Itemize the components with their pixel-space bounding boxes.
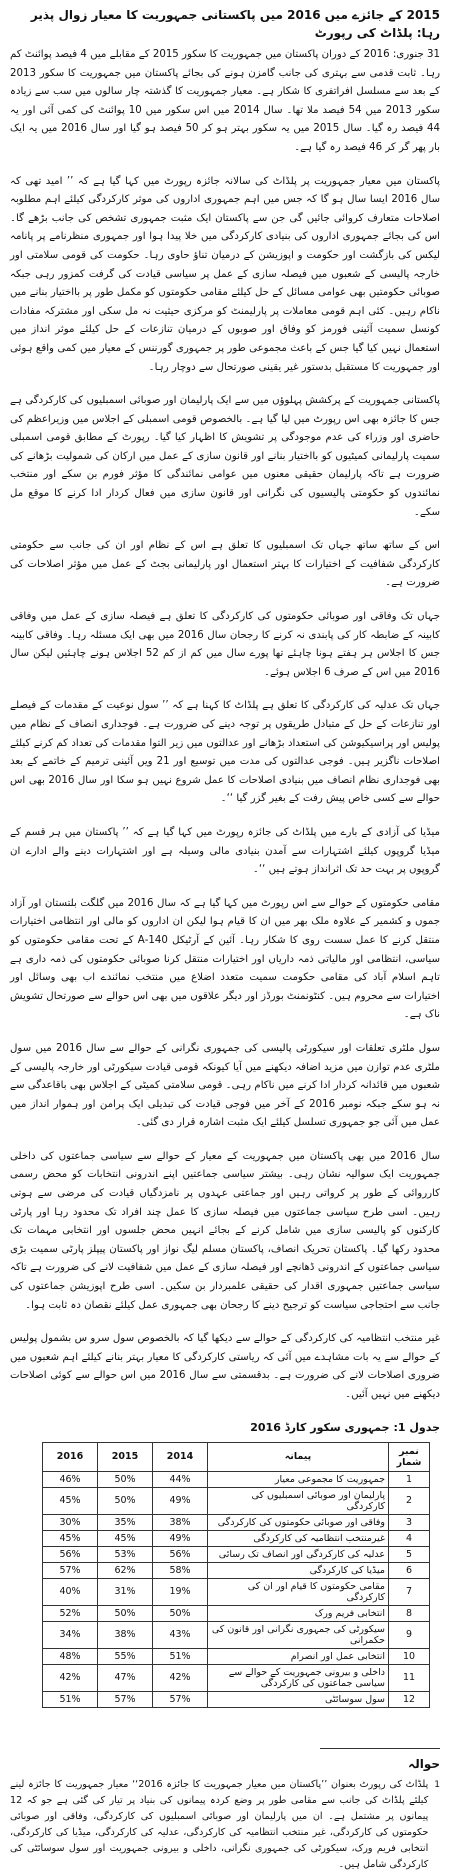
row-score-2015: 55%: [98, 1648, 153, 1664]
header-2016: 2016: [43, 1442, 98, 1471]
table-row: [43, 1487, 430, 1514]
row-score-2016: 45%: [43, 1530, 98, 1546]
row-number: 2: [389, 1487, 430, 1514]
row-criterion: سیکورٹی کی جمہوری نگرانی اور قانون کی حکمرانی: [208, 1621, 389, 1648]
row-criterion: غیرمنتخب انتظامیہ کی کارکردگی: [208, 1530, 389, 1546]
table-row: [43, 1471, 430, 1487]
paragraph-administration: غیر منتخب انتظامیہ کی کارکردگی کے حوالے سے دیکھا گیا کہ بالخصوص سول سرو س بشمول پولیس کے حوالے سے یہ بات مشاہدے میں آئی کہ ریاستی کارکردگی کا معیار بہتر بنانے کیلئے اہم شعبوں میں ضروری اصلاحات لانے کی ضرورت ہے۔ بدقسمتی سے سال 2016 میں اس حوالے سے کوئی اصلاحات دیکھنے میں نہیں آئیں۔: [10, 1333, 440, 1400]
row-number: 4: [389, 1530, 430, 1546]
row-number: 5: [389, 1546, 430, 1562]
paragraph-civil-military: سول ملٹری تعلقات اور سیکورٹی پالیسی کی جمہوری نگرانی کے حوالے سے سال 2016 میں سول ملٹری عدم توازن میں مزید اضافہ دیکھنے میں آیا کیونکہ قومی قیادت سیکورٹی اور خارجہ پالیسی کے شعبوں میں قائدانہ کردار ادا کرنے میں ناکام رہی۔ قومی سلامتی کمیٹی کے اجلاس بھی باقاعدگی سے نہ ہو سکے جبکہ نومبر 2016 کے آخر میں فوجی قیادت کی تبدیلی ایک پرامن اور ہموار انداز میں عمل میں آئی جو جمہوری تسلسل کیلئے ایک مثبت اشارہ قرار دی گئی۔: [10, 1042, 440, 1129]
row-criterion: انتخابی فریم ورک: [208, 1605, 389, 1621]
row-score-2015: 50%: [98, 1487, 153, 1514]
table-row: [43, 1546, 430, 1562]
row-score-2014: 43%: [153, 1621, 208, 1648]
row-number: 8: [389, 1605, 430, 1621]
row-score-2015: 53%: [98, 1546, 153, 1562]
row-score-2015: 57%: [98, 1691, 153, 1707]
table-row: [43, 1664, 430, 1691]
table-row: [43, 1691, 430, 1707]
row-criterion: جمہوریت کا مجموعی معیار: [208, 1471, 389, 1487]
table-row: [43, 1605, 430, 1621]
row-number: 11: [389, 1664, 430, 1691]
table-row: [43, 1578, 430, 1605]
table-row: [43, 1648, 430, 1664]
row-score-2014: 56%: [153, 1546, 208, 1562]
row-criterion: وفاقی اور صوبائی حکومتوں کی کارکردگی: [208, 1514, 389, 1530]
row-score-2015: 50%: [98, 1471, 153, 1487]
row-score-2016: 30%: [43, 1514, 98, 1530]
reference-heading: حوالہ: [408, 1756, 440, 1771]
row-score-2015: 47%: [98, 1664, 153, 1691]
row-score-2014: 57%: [153, 1691, 208, 1707]
row-number: 1: [389, 1471, 430, 1487]
table-header-row: [43, 1442, 430, 1471]
table-caption: جدول 1: جمہوری سکور کارڈ 2016: [250, 1420, 440, 1434]
row-score-2016: 34%: [43, 1621, 98, 1648]
row-score-2014: 49%: [153, 1530, 208, 1546]
row-score-2014: 51%: [153, 1648, 208, 1664]
paragraph-report-summary: پاکستان میں معیار جمہوریت پر پلڈاٹ کی سالانہ جائزہ رپورٹ میں کہا گیا ہے کہ ’’ امید تھی کہ سال 2016 ایسا سال ہو گا کہ جس میں اہم جمہوری اداروں کی موثر کارکردگی کیلئے اہم مطلوبہ اصلاحات متعارف کروائی جائیں گی جن سے پاکستان ایک مثبت جمہوری تشخص کی جانب بڑھے گا۔ اس کی بجائے جمہوری اداروں کی بنیادی کارکردگی میں خلا پیدا ہوا اور جمہوری منظرنامے پر پانامہ لیکس کی بازگشت اور حکومت و اپوزیشن کے درمیان تناؤ حاوی رہا۔ حکومت کی قومی سلامتی اور خارجہ پالیسی کے شعبوں میں فیصلہ سازی کے عمل پر سیاسی قیادت کی گرفت کمزور رہی جبکہ صوبائی حکومتیں بھی عوامی مسائل کے حل کیلئے مقامی حکومتوں کو مکمل طور پر بااختیار بنانے میں ناکام رہیں۔ کئی اہم قومی معاملات پر پارلیمنٹ کو مرکزی حیثیت نہ مل سکی اور مشترکہ مفادات کونسل سمیت آئینی فورمز کو وفاق اور صوبوں کے درمیان تنازعات کے حل کیلئے موثر انداز میں استعمال نہیں کیا گیا جس کے باعث مجموعی طور پر جمہوری گورننس کے معیار میں کمی واقع ہوئی اور جمہوریت کا مستقبل بدستور غیر یقینی صورتحال سے دوچار رہا۔: [10, 175, 440, 373]
paragraph-local-government: مقامی حکومتوں کے حوالے سے اس رپورٹ میں کہا گیا ہے کہ سال 2016 میں گلگت بلتستان اور آزاد جموں و کشمیر کے علاوہ ملک بھر میں ان کا قیام ہوا لیکن ان اداروں کو مالی اور انتظامی اختیارات منتقل کرنے کا عمل سست روی کا شکار رہا۔ آئین کے آرٹیکل 140-A کے تحت مقامی حکومتوں کو سیاسی، انتظامی اور مالیاتی ذمہ داریاں اور اختیارات منتقل کرنا صوبائی حکومتوں کی ذمہ داری ہے تاہم اسلام آباد کی مقامی حکومت سمیت متعدد اضلاع میں منتخب نمائندے اب بھی وسائل اور اختیارات سے محروم ہیں۔ کنٹونمنٹ بورڈز اور دیگر علاقوں میں بھی اس حوالے سے صورتحال تشویش ناک ہے۔: [10, 897, 440, 1021]
row-score-2015: 38%: [98, 1621, 153, 1648]
row-criterion: پارلیمان اور صوبائی اسمبلیوں کی کارکردگی: [208, 1487, 389, 1514]
scorecard-table: [42, 1442, 430, 1708]
paragraph-political-parties: سال 2016 میں بھی پاکستان میں جمہوریت کے معیار کے حوالے سے سیاسی جماعتوں کی داخلی جمہوریت ایک سوالیہ نشان رہی۔ بیشتر سیاسی جماعتیں اپنے اندرونی انتخابات کو محض رسمی کارروائی کے طور پر کرواتی رہیں اور جماعتی عہدوں پر نامزدگیاں قیادت کی مرضی سے ہوتی رہیں۔ اسی طرح سیاسی جماعتوں میں فیصلہ سازی کا عمل چند افراد تک محدود رہا اور پارٹی کارکنوں کو پالیسی سازی میں شامل کرنے کے بجائے انہیں محض جلسوں اور انتخابی مہمات تک محدود رکھا گیا۔ پاکستان تحریک انصاف، پاکستان مسلم لیگ نواز اور پاکستان پیپلز پارٹی سمیت بڑی سیاسی جماعتوں کے اندرونی ڈھانچے اور فیصلہ سازی کے عمل میں شفافیت لانے کی ضرورت ہے تاکہ سیاسی جماعتیں جمہوری اقدار کی حقیقی علمبردار بن سکیں۔ اسی طرح اپوزیشن جماعتوں کی جانب سے احتجاجی سیاست کو ترجیح دینے کا رجحان بھی جمہوری عمل کیلئے نقصان دہ ثابت ہوا۔: [10, 1150, 440, 1311]
paragraph-judiciary: جہاں تک عدلیہ کی کارکردگی کا تعلق ہے پلڈاٹ کا کہنا ہے کہ ’’ سول نوعیت کے مقدمات کے فیصلے اور تنازعات کے حل کے متبادل طریقوں پر توجہ دینے کی ضرورت ہے۔ فوجداری انصاف کے نظام میں پولیس اور پراسیکیوشن کی استعداد بڑھانے اور عدالتوں میں زیر التوا مقدمات کی تعداد کم کرنے کیلئے اصلاحات ناگزیر ہیں۔ فوجی عدالتوں کی مدت میں توسیع اور 21 ویں آئینی ترمیم کے خاتمے کے بعد بھی فوجداری نظام انصاف میں بنیادی اصلاحات کا عمل شروع نہیں ہو سکا اور سال 2016 بھی اس حوالے سے کسی خاص پیش رفت کے بغیر گزر گیا ‘‘۔: [10, 700, 440, 805]
row-score-2016: 45%: [43, 1487, 98, 1514]
row-score-2014: 19%: [153, 1578, 208, 1605]
row-number: 6: [389, 1562, 430, 1578]
row-score-2016: 40%: [43, 1578, 98, 1605]
paragraph-intro: 31 جنوری: 2016 کے دوران پاکستان میں جمہوریت کا سکور 2015 کے مقابلے میں 4 فیصد پوائنٹ کم رہا۔ ثابت قدمی سے بہتری کی جانب گامزن ہونے کی بجائے پاکستان میں جمہوریت کا سکور 2013 کے بعد سے مسلسل افراتفری کا شکار ہے۔ معیار جمہوریت کا گذشتہ چار سالوں میں سب سے زیادہ سکور 2013 میں 54 فیصد ملا تھا۔ سال 2014 میں اس سکور میں 10 پوائنٹ کی کمی آئی اور یہ 44 فیصد رہ گیا۔ سال 2015 میں یہ سکور بہتر ہو کر 50 فیصد ہو گیا اور سال 2016 میں یہ ایک بار پھر گر کر 46 فیصد رہ گیا ہے۔: [10, 49, 440, 153]
row-score-2014: 42%: [153, 1664, 208, 1691]
row-number: 9: [389, 1621, 430, 1648]
row-score-2015: 35%: [98, 1514, 153, 1530]
table-row: [43, 1514, 430, 1530]
row-score-2016: 46%: [43, 1471, 98, 1487]
row-number: 10: [389, 1648, 430, 1664]
paragraph-assemblies: اس کے ساتھ ساتھ جہاں تک اسمبلیوں کا تعلق ہے اس کے نظام اور ان کی جانب سے حکومتی کارکردگی شفافیت کے اختیارات کا بہتر استعمال اور پارلیمانی بجٹ کے عمل میں مؤثر اصلاحات کی ضرورت ہے۔: [10, 540, 440, 589]
row-number: 7: [389, 1578, 430, 1605]
row-score-2014: 38%: [153, 1514, 208, 1530]
row-score-2016: 48%: [43, 1648, 98, 1664]
paragraph-cabinet: جہاں تک وفاقی اور صوبائی حکومتوں کی کارکردگی کا تعلق ہے فیصلہ سازی کے عمل میں وفاقی کابینہ کے ضابطہ کار کی پابندی نہ کرنے کا رجحان سال 2016 میں بھی ایک مسئلہ رہا۔ وفاقی کابینہ جس کا اجلاس ہر ہفتے ہونا چاہئے تھا پورے سال میں کم از کم 52 اجلاس ہونے چاہئیں لیکن سال 2016 میں اس کے صرف 6 اجلاس ہوئے۔: [10, 611, 441, 678]
table-row: [43, 1621, 430, 1648]
row-criterion: داخلی و بیرونی جمہوریت کے حوالے سے سیاسی جماعتوں کی کارکردگی: [208, 1664, 389, 1691]
row-criterion: عدلیہ کی کارکردگی اور انصاف تک رسائی: [208, 1546, 389, 1562]
row-number: 12: [389, 1691, 430, 1707]
reference-number: 1: [434, 1779, 440, 1790]
row-number: 3: [389, 1514, 430, 1530]
row-score-2015: 31%: [98, 1578, 153, 1605]
row-score-2015: 50%: [98, 1605, 153, 1621]
reference-item: [10, 1777, 440, 1873]
row-score-2014: 44%: [153, 1471, 208, 1487]
header-2014: 2014: [153, 1442, 208, 1471]
row-score-2015: 62%: [98, 1562, 153, 1578]
header-2015: 2015: [98, 1442, 153, 1471]
row-score-2016: 52%: [43, 1605, 98, 1621]
reference-divider: [320, 1748, 440, 1749]
table-row: [43, 1530, 430, 1546]
row-score-2014: 50%: [153, 1605, 208, 1621]
article-title: 2015 کے جائزے میں 2016 میں پاکستانی جمہوریت کا معیار زوال پذیر رہا: پلڈاٹ کی رپورٹ: [30, 8, 440, 40]
header-number: نمبر شمار: [389, 1442, 430, 1471]
row-criterion: انتخابی عمل اور انصرام: [208, 1648, 389, 1664]
paragraph-media: میڈیا کی آزادی کے بارے میں پلڈاٹ کی جائزہ رپورٹ میں کہا گیا ہے کہ ’’ پاکستان میں ہر قسم کے میڈیا گروپوں کیلئے اشتہارات سے آمدن بنیادی مالی وسیلہ ہے اور اشتہارات دینے والے ادارے ان گروپوں پر بہت حد تک اثرانداز ہوتے ہیں ‘‘۔: [10, 826, 440, 876]
header-criterion: پیمانہ: [208, 1442, 389, 1471]
row-score-2015: 45%: [98, 1530, 153, 1546]
row-criterion: سول سوسائٹی: [208, 1691, 389, 1707]
table-row: [43, 1562, 430, 1578]
row-score-2014: 58%: [153, 1562, 208, 1578]
row-score-2016: 57%: [43, 1562, 98, 1578]
scorecard-body: [43, 1471, 430, 1707]
row-criterion: مقامی حکومتوں کا قیام اور ان کی کارکردگی: [208, 1578, 389, 1605]
row-score-2016: 42%: [43, 1664, 98, 1691]
row-score-2014: 49%: [153, 1487, 208, 1514]
reference-text: پلڈاٹ کی رپورٹ بعنوان ’’پاکستان میں معیار جمہوریت کا جائزہ 2016‘‘ معیار جمہوریت کا جائزہ لینے کیلئے پلڈاٹ کی جانب سے مقامی طور پر وضع کردہ پیمانوں کی بنیاد پر تیار کی گئی ہے جو کہ 12 پیمانوں پر مشتمل ہے۔ ان میں پارلیمان اور صوبائی اسمبلیوں کی کارکردگی، وفاقی اور صوبائی حکومتوں کی کارکردگی، غیر منتخب انتظامیہ کی کارکردگی، عدلیہ کی کارکردگی، میڈیا کی کارکردگی، انتخابی فریم ورک، سیکورٹی کی جمہوری نگرانی، داخلی و بیرونی جمہوریت اور سول سوسائٹی کی کارکردگی شامل ہیں۔: [10, 1778, 429, 1870]
paragraph-parliament: پاکستانی جمہوریت کے پرکشش پہلوؤں میں سے ایک پارلیمان اور صوبائی اسمبلیوں کی کارکردگی ہے جس کا جائزہ بھی اس رپورٹ میں لیا گیا ہے۔ بالخصوص قومی اسمبلی کے اجلاس میں وزیراعظم کی حاضری اور وزراء کی عدم موجودگی پر تشویش کا اظہار کیا گیا۔ رپورٹ کے مطابق قومی اسمبلی سمیت پارلیمانی کمیٹیوں کو بااختیار بنانے اور قانون سازی کے عمل میں ارکان کی شمولیت بڑھانے کی ضرورت ہے تاکہ پارلیمان حقیقی معنوں میں عوامی نمائندگی کا مؤثر فورم بن سکے اور منتخب نمائندوں کو حکومتی پالیسیوں کی نگرانی اور قانون سازی میں فعال کردار ادا کرنے کا موقع مل سکے۔: [10, 395, 440, 518]
row-score-2016: 51%: [43, 1691, 98, 1707]
row-score-2016: 56%: [43, 1546, 98, 1562]
row-criterion: میڈیا کی کارکردگی: [208, 1562, 389, 1578]
